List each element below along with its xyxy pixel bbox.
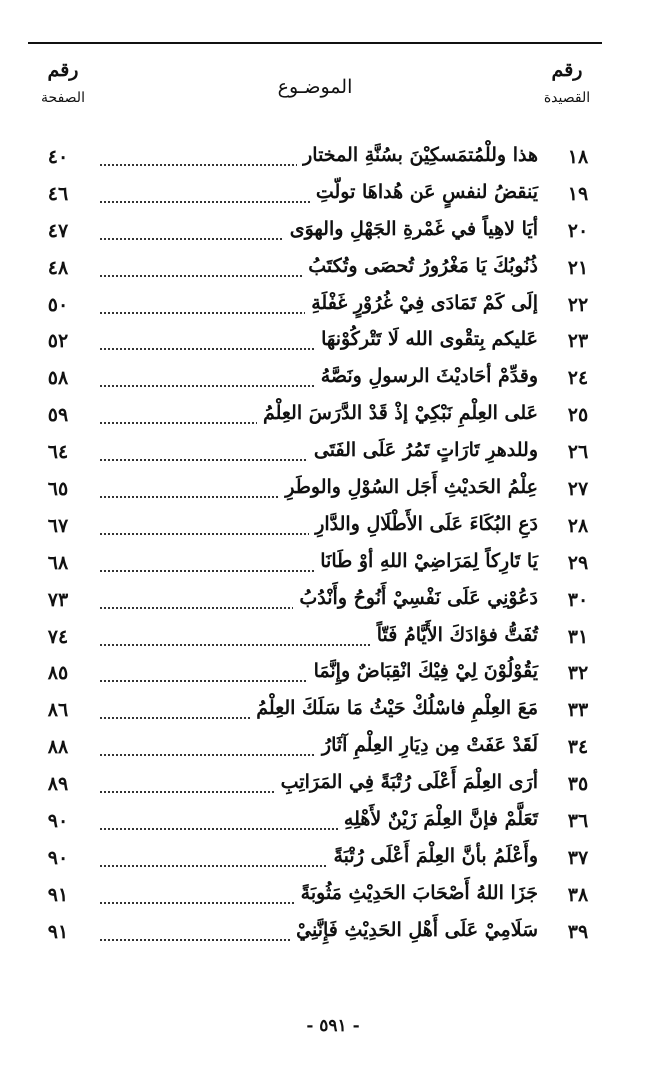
poem-title: عَليكم بِتقْوى الله لَا تَتْركُوْنهَا [315,328,538,350]
page-number: ٤٧ [47,219,69,242]
poem-title: لَقَدْ عَفَتْ مِن دِيَارِ العِلْمِ آثَارُ [316,734,538,756]
poem-number: ٢٠ [567,219,589,242]
poem-number: ٣٧ [567,846,589,869]
list-item [28,695,602,732]
poem-title: مَعَ العِلْمِ فاسْلُكْ حَيْثُ مَا سَلَكَ العِلْمُ [250,697,538,719]
list-item [28,142,602,179]
page-number: ٥٠ [47,293,69,316]
poem-title: يَقُوْلُوْنَ لِيْ فِيْكَ انْقِبَاضٌ وإِنَّمَا [308,660,538,682]
page-number: ٤٨ [47,256,69,279]
contents-list [28,142,602,954]
poem-number: ٣٣ [567,699,589,722]
list-item [28,843,602,880]
poem-number: ٢٩ [567,551,589,574]
page-number: ٩٠ [47,810,69,833]
list-item [28,511,602,548]
list-item [28,400,602,437]
list-item [28,326,602,363]
page-number: ٨٩ [47,773,69,796]
page-number: ٦٥ [47,478,69,501]
page-number: ٦٨ [47,551,69,574]
top-rule [28,42,602,44]
poem-number: ٣١ [567,625,589,648]
poem-number: ٣٥ [567,773,589,796]
poem-title: جَزَا اللهُ أَصْحَابَ الحَدِيْثِ مَثُوبَةً [295,882,538,904]
poem-number: ٣٢ [567,662,589,685]
page-number: ٩٠ [47,846,69,869]
poem-title: عَلى العِلْمِ نَبْكِيْ إذْ قَدْ الدَّرَسَ العِلْمُ [257,402,538,424]
poem-number: ٢٧ [567,478,589,501]
poem-number: ٢٤ [567,367,589,390]
poem-number: ٣٠ [567,588,589,611]
list-item [28,290,602,327]
page-number: ٤٦ [47,182,69,205]
list-item [28,253,602,290]
poem-number: ٢٦ [567,441,589,464]
poem-title: يَا تَارِكاً لِمَرَاضِيْ اللهِ أوْ طَانَا [314,550,538,572]
poem-title: ذُنُوبُكَ يَا مَغْرُورُ تُحصَى وتُكتَبُ [302,255,538,277]
page-number: ٨٨ [47,736,69,759]
poem-title: وأَعْلَمُ بأنَّ العِلْمَ أَعْلَى رُتْبَةً [327,845,538,867]
page-number-column-header [28,58,98,108]
list-item [28,917,602,954]
poem-title: إلَى كَمْ تَمَادَى فِيْ غُرُوْرٍ غَفْلَةِ [305,292,538,314]
page-number-label: رقم [47,59,79,81]
poem-number: ٣٩ [567,920,589,943]
poem-title: تَعَلَّمْ فإنَّ العِلْمَ زَيْنٌ لأَهْلِهِ [338,808,538,830]
page-number: ٦٧ [47,514,69,537]
poem-title: هذا وللْمُتمَسكِيْنَ بسُنَّةِ المختار [297,144,538,166]
list-item [28,363,602,400]
page-number: ٧٤ [47,625,69,648]
list-item [28,585,602,622]
page-footer-number: - ٥٩١ - [306,1016,360,1036]
page-number: ٩١ [47,920,69,943]
poem-title: دَعُوْنِي عَلَى نَفْسِيْ أَنُوحُ وأَنْدُبُ [293,587,538,609]
page-number: ٥٢ [47,330,69,353]
poem-number: ٢١ [567,256,589,279]
poem-title: وقدِّمْ أحَاديْثَ الرسولِ ونَصَّهُ [315,365,538,387]
list-item [28,437,602,474]
poem-number: ٢٣ [567,330,589,353]
list-item [28,769,602,806]
list-item [28,622,602,659]
list-item [28,732,602,769]
page-number: ٦٤ [47,441,69,464]
topic-column-header: الموضـوع [277,76,353,98]
poem-title: عِلْمُ الحَديْثِ أَجَل السُوْلِ والوطَرِ [279,476,538,498]
poem-number: ٢٨ [567,514,589,537]
poem-title: يَنقضُ لنفسٍ عَن هُداهَا تولّتِ [310,181,538,203]
poem-title: وللدهرِ تَارَاتٍ تَمُرُ عَلَى الفَتَى [308,439,538,461]
list-item [28,880,602,917]
poem-number: ٣٨ [567,883,589,906]
poem-title: أيَا لاهِياً في غَمْرةِ الجَهْلِ والهوَى [284,218,538,240]
page-number: ٤٠ [47,146,69,168]
poem-number: ٣٤ [567,736,589,759]
list-item [28,474,602,511]
page-number: ٥٨ [47,367,69,390]
page-number: ٥٩ [47,404,69,427]
list-item [28,806,602,843]
page-number: ٨٦ [47,699,69,722]
page-number: ٨٥ [47,662,69,685]
page-number: ٩١ [47,883,69,906]
table-header [28,58,602,118]
poem-title: سَلَامِيْ عَلَى أَهْلِ الحَدِيْثِ فَإِنَّنِيْ [290,919,538,941]
poem-title: دَعِ البُكَاءَ عَلَى الأَطْلَالِ والدَّارِ [309,513,538,535]
poem-number: ١٩ [567,182,589,205]
poem-title: تُفَتُّ فؤادَكَ الأَيَّامُ فَتّاً [371,624,538,646]
poem-title: أرَى العِلْمَ أَعْلَى رُتْبَةً فِي المَرَاتِبِ [275,771,538,793]
page-number: ٧٣ [47,588,69,611]
poem-number: ٢٢ [567,293,589,316]
poem-number: ٢٥ [567,404,589,427]
poem-label: القصيدة [543,90,591,106]
list-item [28,179,602,216]
list-item [28,548,602,585]
list-item [28,658,602,695]
page-label: الصفحة [41,90,85,106]
poem-number-label: رقم [551,59,583,81]
list-item [28,216,602,253]
poem-number: ٣٦ [567,810,589,833]
poem-number: ١٨ [567,146,589,168]
